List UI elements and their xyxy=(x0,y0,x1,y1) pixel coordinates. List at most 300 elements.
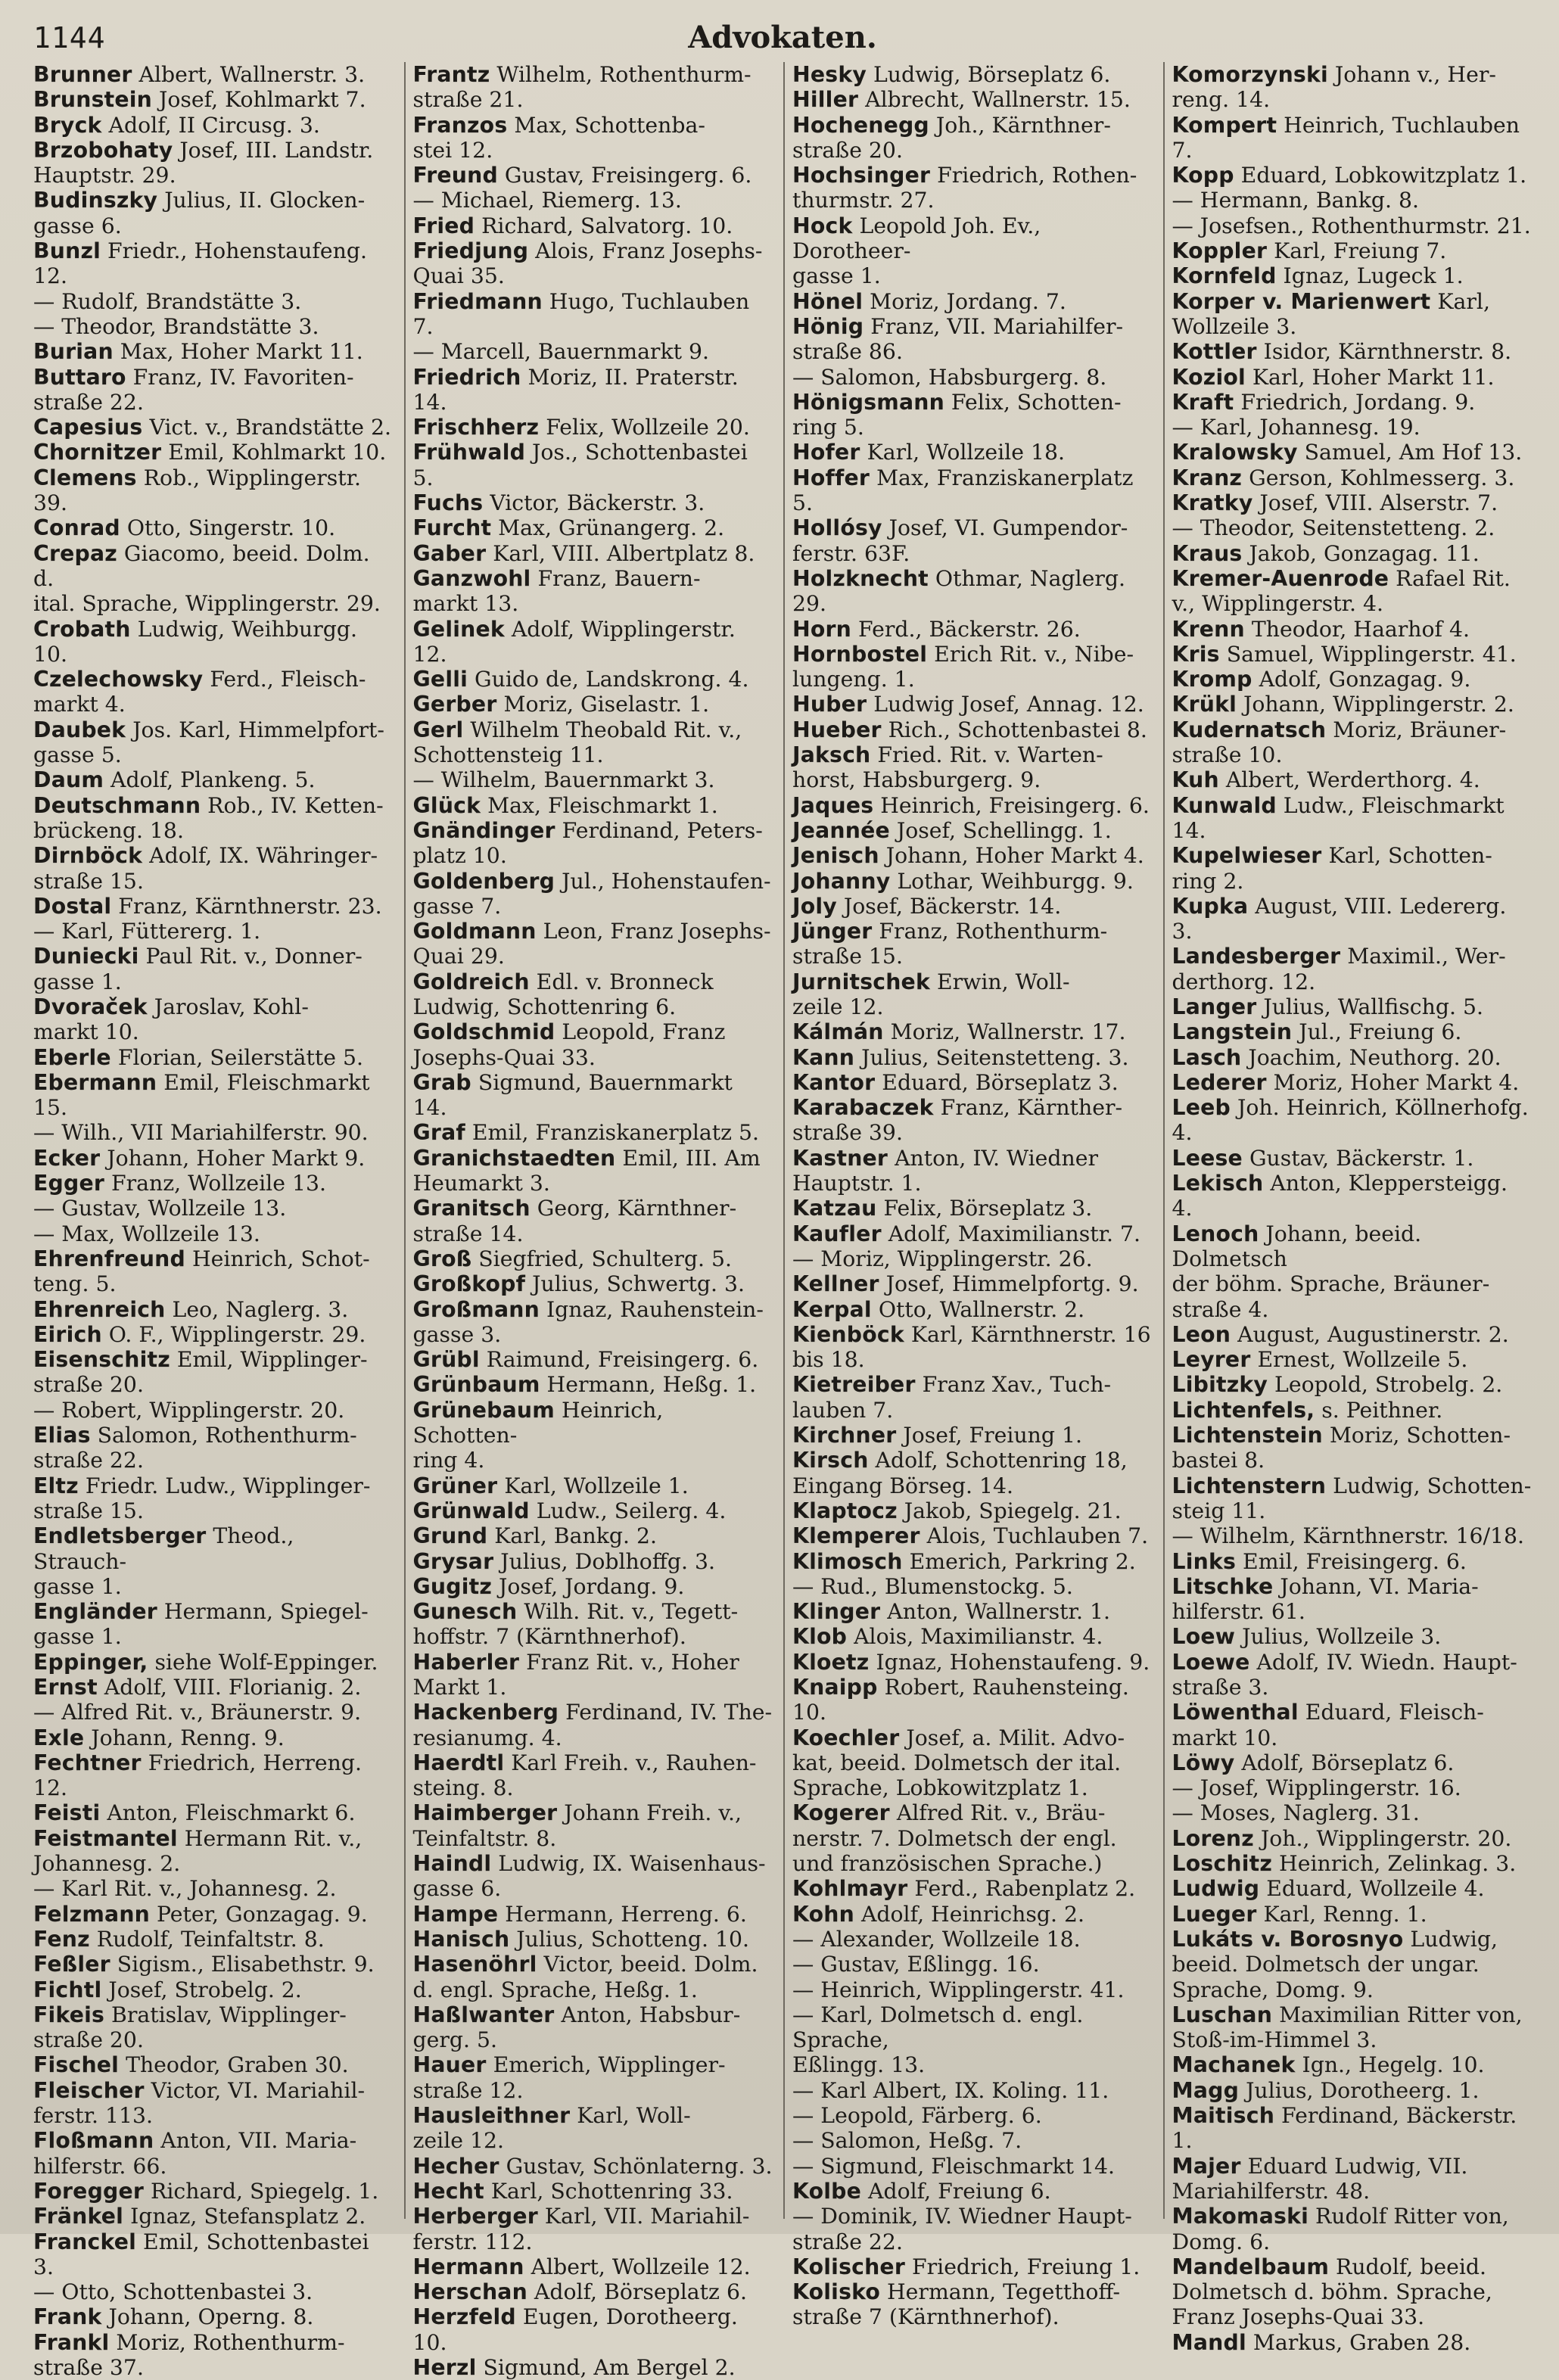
entry-details: nerstr. 7. Dolmetsch der engl. xyxy=(792,1825,1117,1851)
entry-surname: Kolbe xyxy=(792,2178,862,2204)
entry-surname: Komorzynski xyxy=(1172,62,1328,87)
entry-details: Georg, Kärnthner- xyxy=(530,1196,737,1221)
directory-entry xyxy=(33,1624,394,1649)
entry-details: — Karl, Dolmetsch d. engl. Sprache, xyxy=(792,2002,1084,2053)
directory-entry xyxy=(33,541,394,592)
entry-surname: Huber xyxy=(792,692,867,717)
directory-entry xyxy=(1172,1347,1533,1372)
entry-surname: Leon xyxy=(1172,1321,1231,1347)
entry-details: Gustav, Freisingerg. 6. xyxy=(497,163,752,188)
entry-surname: Groß xyxy=(412,1246,472,1271)
entry-details: Rudolf, beeid. xyxy=(1329,2254,1486,2279)
entry-surname: Kohlmayr xyxy=(792,1876,908,1902)
directory-entry xyxy=(1172,440,1533,465)
entry-details: — Heinrich, Wipplingerstr. 41. xyxy=(792,1977,1125,2002)
directory-entry xyxy=(33,1246,394,1271)
directory-entry xyxy=(413,2254,773,2279)
entry-surname: Kraft xyxy=(1172,389,1234,415)
directory-entry xyxy=(33,1498,394,1523)
entry-details: Fried. Rit. v. Warten- xyxy=(870,742,1103,768)
directory-entry xyxy=(33,2128,394,2153)
directory-entry xyxy=(1172,944,1533,969)
entry-surname: Goldreich xyxy=(412,969,530,994)
entry-details: teng. 5. xyxy=(33,1271,117,1297)
directory-entry xyxy=(33,2229,394,2280)
entry-surname: Jaksch xyxy=(792,742,871,768)
entry-surname: Dirnböck xyxy=(33,843,143,869)
entry-details: Moriz, Schotten- xyxy=(1322,1423,1511,1448)
entry-surname: Crepaz xyxy=(33,540,117,566)
entry-details: Richard, Spiegelg. 1. xyxy=(144,2178,379,2204)
directory-entry xyxy=(413,1826,773,1851)
entry-details: Robert, Rauhensteing. 10. xyxy=(792,1675,1129,1725)
entry-details: straße 14. xyxy=(412,1221,524,1246)
entry-surname: Gelli xyxy=(412,667,468,692)
entry-surname: Hauer xyxy=(412,2052,487,2078)
entry-details: Ferdinand, Peters- xyxy=(555,817,763,843)
directory-entry xyxy=(792,390,1153,415)
column-4 xyxy=(1163,62,1533,2355)
directory-entry xyxy=(33,1675,394,1700)
entry-surname: Loew xyxy=(1172,1624,1236,1650)
directory-entry xyxy=(1172,1574,1533,1599)
entry-surname: Kunwald xyxy=(1172,792,1277,818)
entry-details: Johann Freih. v., xyxy=(557,1800,742,1826)
entry-details: Isidor, Kärnthnerstr. 8. xyxy=(1256,339,1512,365)
directory-entry xyxy=(33,1800,394,1825)
entry-details: Alfred Rit. v., Bräu- xyxy=(889,1800,1106,1826)
entry-surname: Clemens xyxy=(33,465,137,490)
directory-entry xyxy=(33,742,394,767)
entry-surname: Conrad xyxy=(33,515,120,541)
entry-details: Karl, Kärnthnerstr. 16 xyxy=(904,1321,1151,1347)
directory-entry xyxy=(1172,717,1533,742)
entry-details: straße 86. xyxy=(792,339,903,365)
entry-details: lauben 7. xyxy=(792,1397,894,1423)
entry-details: Jul., Hohenstaufen- xyxy=(555,868,771,894)
directory-entry xyxy=(413,541,773,566)
directory-entry xyxy=(1172,692,1533,717)
entry-details: gasse 1. xyxy=(33,969,122,994)
entry-details: Karl, Woll- xyxy=(570,2103,691,2129)
entry-details: Stoß-im-Himmel 3. xyxy=(1172,2027,1377,2053)
directory-entry xyxy=(33,415,394,440)
directory-entry xyxy=(33,2355,394,2380)
directory-entry xyxy=(413,2304,773,2355)
directory-entry xyxy=(413,667,773,692)
directory-entry xyxy=(792,919,1153,944)
entry-surname: Kottler xyxy=(1172,339,1257,365)
directory-entry xyxy=(792,2179,1153,2204)
directory-entry xyxy=(33,1448,394,1473)
entry-surname: Mandl xyxy=(1172,2329,1246,2355)
entry-surname: Ebermann xyxy=(33,1069,157,1095)
entry-surname: Grab xyxy=(412,1069,471,1095)
directory-entry xyxy=(1172,1675,1533,1700)
entry-details: Max, Grünangerg. 2. xyxy=(491,515,725,541)
entry-details: Albert, Wallnerstr. 3. xyxy=(132,62,366,87)
directory-entry xyxy=(413,2128,773,2153)
directory-entry xyxy=(1172,62,1533,87)
directory-entry xyxy=(413,1347,773,1372)
entry-details: beeid. Dolmetsch der ungar. xyxy=(1172,1952,1480,1977)
entry-details: Karl, Wollzeile 1. xyxy=(497,1473,689,1498)
directory-entry xyxy=(1172,1322,1533,1347)
entry-details: hilferstr. 66. xyxy=(33,2153,167,2179)
directory-entry xyxy=(792,2229,1153,2254)
entry-details: Rudolf, Teinfaltstr. 8. xyxy=(89,1926,325,1952)
entry-details: Karl, Schottenring 33. xyxy=(484,2178,733,2204)
directory-entry xyxy=(1172,617,1533,642)
directory-entry xyxy=(792,465,1153,516)
directory-entry xyxy=(1172,1952,1533,1977)
directory-entry xyxy=(33,1902,394,1927)
entry-details: Edl. v. Bronneck xyxy=(529,969,714,994)
directory-entry xyxy=(413,2204,773,2229)
entry-details: Johann v., Her- xyxy=(1327,62,1496,87)
entry-surname: Großkopf xyxy=(412,1271,526,1297)
entry-surname: Glück xyxy=(412,792,481,818)
entry-surname: Kremer-Auenrode xyxy=(1172,565,1389,591)
entry-surname: Feisti xyxy=(33,1800,101,1826)
directory-entry xyxy=(33,692,394,717)
entry-details: Josef, VI. Gumpendor- xyxy=(882,515,1128,541)
entry-details: Ernest, Wollzeile 5. xyxy=(1250,1347,1468,1373)
directory-entry xyxy=(413,213,773,238)
directory-entry xyxy=(792,1120,1153,1145)
entry-surname: Langer xyxy=(1172,994,1257,1019)
entry-details: Adolf, Heinrichsg. 2. xyxy=(854,1901,1085,1927)
entry-details: Julius, Schotteng. 10. xyxy=(509,1926,750,1952)
directory-entry xyxy=(1172,843,1533,868)
directory-entry xyxy=(1172,1271,1533,1296)
directory-entry xyxy=(33,1347,394,1372)
entry-details: Sigism., Elisabethstr. 9. xyxy=(110,1952,375,1977)
entry-details: — Theodor, Brandstätte 3. xyxy=(33,313,319,339)
directory-entry xyxy=(1172,163,1533,188)
directory-entry xyxy=(792,1297,1153,1322)
directory-entry xyxy=(1172,1851,1533,1876)
entry-details: Heinrich, Freisingerg. 6. xyxy=(873,792,1150,818)
directory-entry xyxy=(1172,213,1533,238)
entry-details: Theod., Strauch- xyxy=(33,1523,294,1574)
directory-entry xyxy=(792,1095,1153,1120)
entry-surname: Lasch xyxy=(1172,1044,1242,1070)
entry-surname: Löwy xyxy=(1172,1750,1235,1775)
entry-details: gasse 6. xyxy=(412,1876,502,1902)
directory-entry xyxy=(33,591,394,616)
directory-entry xyxy=(33,1851,394,1876)
directory-entry xyxy=(1172,415,1533,440)
entry-surname: Krükl xyxy=(1172,692,1237,717)
entry-details: Josef, III. Landstr. xyxy=(173,137,374,163)
entry-details: Julius, Dorotheerg. 1. xyxy=(1239,2077,1480,2103)
entry-details: straße 22. xyxy=(33,389,144,415)
entry-details: Julius, Wollzeile 3. xyxy=(1235,1624,1442,1650)
directory-entry xyxy=(413,1171,773,1196)
directory-entry xyxy=(1172,465,1533,490)
entry-details: Victor, Bäckerstr. 3. xyxy=(483,490,705,516)
directory-entry xyxy=(1172,1095,1533,1146)
entry-details: Guido de, Landskrong. 4. xyxy=(468,667,749,692)
entry-surname: Fried xyxy=(412,213,475,238)
directory-entry xyxy=(792,1800,1153,1825)
directory-entry xyxy=(413,1271,773,1296)
entry-surname: Jenisch xyxy=(792,843,879,869)
entry-details: Emil, Franziskanerplatz 5. xyxy=(465,1120,760,1146)
entry-details: Max, Hoher Markt 11. xyxy=(113,339,363,365)
directory-entry xyxy=(33,1221,394,1246)
entry-details: Eugen, Dorotheerg. 10. xyxy=(412,2304,738,2355)
entry-surname: Daubek xyxy=(33,717,126,742)
entry-details: hilferstr. 61. xyxy=(1172,1599,1305,1625)
entry-details: straße 15. xyxy=(33,1498,144,1523)
entry-details: Ignaz, Hohenstaufeng. 9. xyxy=(869,1649,1150,1675)
entry-details: Franz, VII. Mariahilfer- xyxy=(864,313,1124,339)
directory-entry xyxy=(1172,642,1533,667)
entry-details: Rich., Schottenbastei 8. xyxy=(881,717,1147,742)
entry-details: Heinrich, Schot- xyxy=(185,1246,370,1271)
entry-details: Jos., Schottenbastei 5. xyxy=(412,440,748,490)
directory-entry xyxy=(33,365,394,390)
directory-entry xyxy=(33,1070,394,1121)
entry-details: — Alexander, Wollzeile 18. xyxy=(792,1926,1081,1952)
entry-details: Franz Rit. v., Hoher xyxy=(519,1649,739,1675)
entry-details: v., Wipplingerstr. 4. xyxy=(1172,591,1383,617)
entry-details: Hermann, Tegetthoff- xyxy=(880,2279,1121,2305)
directory-entry xyxy=(413,1448,773,1473)
entry-details: Alois, Maximilianstr. 4. xyxy=(847,1624,1103,1650)
directory-entry xyxy=(792,1019,1153,1044)
entry-details: — Sigmund, Fleischmarkt 14. xyxy=(792,2153,1116,2179)
directory-entry xyxy=(792,1171,1153,1196)
directory-entry xyxy=(413,1851,773,1876)
entry-details: Ferdinand, Bäckerstr. 1. xyxy=(1172,2103,1517,2154)
directory-entry xyxy=(792,188,1153,213)
entry-details: platz 10. xyxy=(412,843,507,869)
entry-details: der böhm. Sprache, Bräuner- xyxy=(1172,1271,1490,1297)
entry-details: straße 22. xyxy=(33,1448,144,1473)
entry-surname: Grünwald xyxy=(412,1498,530,1523)
section-title: Advokaten. xyxy=(688,20,877,55)
directory-entry xyxy=(1172,767,1533,792)
entry-details: Paul Rit. v., Donner- xyxy=(138,944,363,969)
directory-entry xyxy=(413,1725,773,1750)
directory-entry xyxy=(1172,1448,1533,1473)
entry-details: Franz, Wollzeile 13. xyxy=(104,1171,326,1196)
directory-entry xyxy=(413,490,773,515)
directory-entry xyxy=(1172,1221,1533,1272)
entry-details: Emerich, Wipplinger- xyxy=(486,2052,726,2078)
directory-entry xyxy=(792,642,1153,667)
directory-entry xyxy=(33,1725,394,1750)
directory-entry xyxy=(1172,1902,1533,1927)
column-2 xyxy=(404,62,773,2380)
directory-entry xyxy=(33,1826,394,1851)
entry-surname: Goldmann xyxy=(412,919,537,944)
entry-details: — Marcell, Bauernmarkt 9. xyxy=(412,339,709,365)
entry-details: Jaroslav, Kohl- xyxy=(147,994,309,1019)
entry-surname: Maitisch xyxy=(1172,2103,1275,2129)
directory-entry xyxy=(1172,1725,1533,1750)
directory-entry xyxy=(413,566,773,591)
entry-details: Moriz, Hoher Markt 4. xyxy=(1266,1069,1520,1095)
directory-entry xyxy=(413,1297,773,1322)
entry-details: markt 10. xyxy=(33,1019,139,1045)
directory-entry xyxy=(792,213,1153,264)
directory-entry xyxy=(33,1196,394,1221)
entry-details: Quai 35. xyxy=(412,263,505,289)
directory-entry xyxy=(33,994,394,1019)
entry-surname: Eltz xyxy=(33,1473,79,1498)
entry-surname: Kraus xyxy=(1172,540,1243,566)
page-number: 1144 xyxy=(33,21,106,54)
entry-details: gasse 1. xyxy=(33,1573,122,1599)
entry-details: Heinrich, Zelinkag. 3. xyxy=(1272,1851,1517,1877)
directory-entry xyxy=(413,263,773,288)
entry-surname: Elias xyxy=(33,1423,91,1448)
directory-entry xyxy=(413,944,773,969)
entry-details: Jakob, Spiegelg. 21. xyxy=(897,1498,1122,1523)
directory-entry xyxy=(413,238,773,263)
directory-entry xyxy=(1172,894,1533,944)
directory-entry xyxy=(1172,1019,1533,1044)
directory-entry xyxy=(792,1775,1153,1800)
directory-entry xyxy=(792,2279,1153,2304)
entry-details: Rob., IV. Ketten- xyxy=(201,792,384,818)
entry-surname: Kralowsky xyxy=(1172,440,1298,465)
entry-details: Johann, beeid. Dolmetsch xyxy=(1172,1221,1422,1271)
entry-details: Karl, xyxy=(1430,288,1490,314)
directory-entry xyxy=(33,1120,394,1145)
entry-details: Max, Franziskanerplatz 5. xyxy=(792,465,1134,516)
directory-entry xyxy=(413,1650,773,1675)
directory-entry xyxy=(1172,1498,1533,1523)
entry-details: Karl, Bankg. 2. xyxy=(487,1523,657,1549)
directory-entry xyxy=(413,2355,773,2380)
directory-entry xyxy=(1172,591,1533,616)
entry-details: Franz Josephs-Quai 33. xyxy=(1172,2304,1425,2330)
entry-details: derthorg. 12. xyxy=(1172,969,1316,994)
directory-entry xyxy=(792,440,1153,465)
entry-surname: Lenoch xyxy=(1172,1221,1259,1246)
directory-entry xyxy=(792,2304,1153,2329)
directory-entry xyxy=(1172,1927,1533,1952)
entry-surname: Exle xyxy=(33,1725,85,1750)
entry-details: straße 20. xyxy=(33,2027,144,2053)
entry-details: Johann, Wipplingerstr. 2. xyxy=(1237,692,1514,717)
directory-entry xyxy=(413,163,773,188)
directory-entry xyxy=(792,869,1153,894)
entry-details: Felix, Wollzeile 20. xyxy=(539,415,750,440)
entry-details: Sprache, Lobkowitzplatz 1. xyxy=(792,1775,1088,1801)
entry-details: Adolf, Wipplingerstr. 12. xyxy=(412,616,736,667)
entry-surname: Fikeis xyxy=(33,2002,105,2027)
entry-details: gasse 5. xyxy=(33,742,122,768)
entry-details: Gustav, Schönlaterng. 3. xyxy=(499,2153,773,2179)
directory-entry xyxy=(792,541,1153,566)
directory-entry xyxy=(33,1045,394,1070)
entry-surname: Brzobohaty xyxy=(33,137,173,163)
entry-details: Ludwig Josef, Annag. 12. xyxy=(867,692,1144,717)
entry-details: Max, Schottenba- xyxy=(507,112,705,138)
entry-details: Karl Freih. v., Rauhen- xyxy=(504,1750,757,1775)
entry-details: und französischen Sprache.) xyxy=(792,1851,1103,1877)
entry-details: zeile 12. xyxy=(792,994,884,1019)
entry-surname: Kellner xyxy=(792,1271,879,1297)
entry-details: Erich Rit. v., Nibe- xyxy=(927,641,1134,667)
entry-surname: Gaber xyxy=(412,540,487,566)
entry-details: Hermann Rit. v., xyxy=(177,1825,363,1851)
directory-entry xyxy=(792,1372,1153,1397)
directory-entry xyxy=(33,617,394,667)
entry-details: ferstr. 112. xyxy=(412,2229,533,2254)
directory-entry xyxy=(33,62,394,87)
directory-entry xyxy=(1172,2052,1533,2077)
entry-surname: Jeannée xyxy=(792,817,890,843)
entry-surname: Furcht xyxy=(412,515,492,541)
directory-entry xyxy=(33,843,394,868)
entry-surname: Freund xyxy=(412,163,498,188)
entry-details: — Theodor, Seitenstetteng. 2. xyxy=(1172,515,1495,541)
directory-entry xyxy=(792,87,1153,112)
entry-surname: Gerber xyxy=(412,692,497,717)
directory-entry xyxy=(792,2002,1153,2053)
directory-entry xyxy=(792,1196,1153,1221)
directory-entry xyxy=(33,2204,394,2229)
entry-surname: Haerdtl xyxy=(412,1750,505,1775)
entry-details: bis 18. xyxy=(792,1347,865,1373)
directory-entry xyxy=(792,163,1153,188)
directory-entry xyxy=(33,2103,394,2128)
directory-entry xyxy=(33,793,394,818)
entry-surname: Granitsch xyxy=(412,1196,531,1221)
entry-details: — Wilhelm, Bauernmarkt 3. xyxy=(412,767,715,793)
entry-surname: Fenz xyxy=(33,1926,90,1952)
directory-entry xyxy=(413,440,773,490)
entry-details: Adolf, II Circusg. 3. xyxy=(101,112,320,138)
entry-surname: Lorenz xyxy=(1172,1825,1254,1851)
entry-details: Ludw., Seilerg. 4. xyxy=(529,1498,727,1523)
entry-details: Karl, Hoher Markt 11. xyxy=(1245,364,1495,390)
entry-surname: Frischherz xyxy=(412,415,540,440)
entry-surname: Grysar xyxy=(412,1548,494,1574)
directory-entry xyxy=(1172,289,1533,314)
directory-entry xyxy=(413,1952,773,1977)
entry-details: Adolf, Freiung 6. xyxy=(861,2178,1051,2204)
entry-details: Wollzeile 3. xyxy=(1172,313,1297,339)
entry-surname: Gunesch xyxy=(412,1599,518,1625)
directory-entry xyxy=(1172,2304,1533,2329)
directory-entry xyxy=(413,365,773,415)
entry-surname: Klemperer xyxy=(792,1523,920,1549)
directory-entry xyxy=(1172,541,1533,566)
entry-details: Julius, Wallfischg. 5. xyxy=(1256,994,1483,1019)
entry-details: d. engl. Sprache, Heßg. 1. xyxy=(412,1977,698,2002)
directory-entry xyxy=(792,767,1153,792)
directory-entry xyxy=(33,1650,394,1675)
directory-entry xyxy=(792,1675,1153,1725)
entry-surname: Kietreiber xyxy=(792,1372,916,1398)
entry-details: Vict. v., Brandstätte 2. xyxy=(142,415,392,440)
entry-details: Eduard, Lobkowitzplatz 1. xyxy=(1234,163,1527,188)
entry-surname: Hampe xyxy=(412,1901,499,1927)
directory-entry xyxy=(792,793,1153,818)
directory-entry xyxy=(1172,1876,1533,1901)
entry-details: straße 10. xyxy=(1172,742,1283,768)
entry-details: Othmar, Naglerg. 29. xyxy=(792,565,1125,617)
entry-surname: Leese xyxy=(1172,1145,1243,1171)
